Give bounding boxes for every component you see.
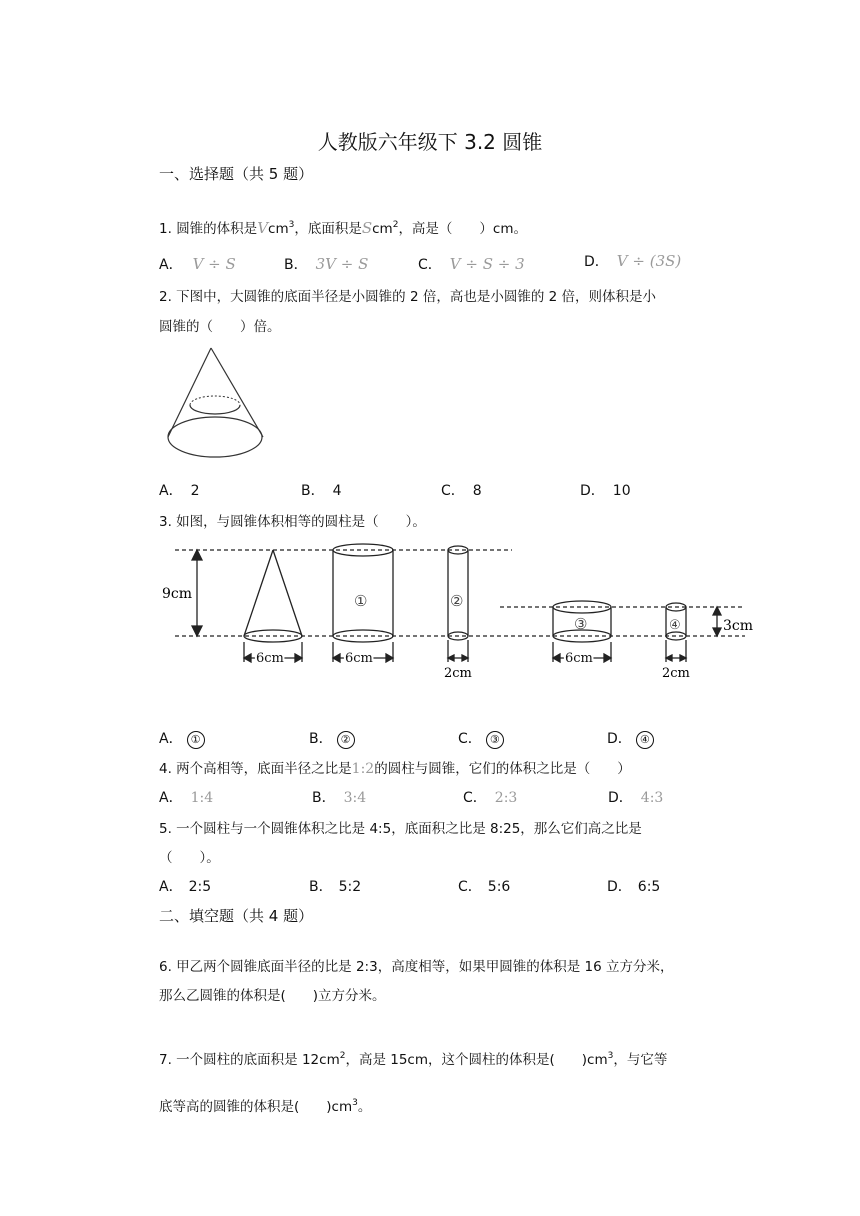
q2-option-d[interactable]	[580, 480, 631, 500]
option-letter: D．	[584, 254, 609, 270]
q1-var-v: V	[257, 219, 269, 237]
q1-var-s: S	[361, 219, 373, 237]
q4-text-a: 4. 两个高相等，底面半径之比是	[159, 761, 352, 777]
width-6cm-label: 6cm	[565, 651, 593, 666]
page-title: 人教版六年级下 3.2 圆锥	[317, 130, 543, 154]
q3-option-b[interactable]	[309, 728, 355, 749]
width-2cm-label: 2cm	[444, 666, 472, 681]
option-letter: A．	[159, 879, 183, 895]
q1-unit-b: cm	[372, 221, 393, 237]
cylinder-4-label: ④	[669, 618, 681, 633]
option-text: 2:3	[494, 790, 518, 806]
question-4	[159, 759, 631, 779]
q4-option-b[interactable]	[312, 787, 366, 807]
option-letter: B．	[309, 879, 333, 895]
q1-sup-a: 3	[288, 220, 295, 230]
q2-option-c[interactable]	[441, 480, 482, 500]
q7-sup-a: 2	[339, 1051, 346, 1061]
q5-option-d[interactable]	[607, 876, 660, 896]
question-3-line-1: 3. 如图，与圆锥体积相等的圆柱是（ ）。	[159, 514, 426, 530]
option-letter: B．	[284, 257, 308, 273]
q3-option-d[interactable]	[607, 728, 654, 749]
option-letter: A．	[159, 790, 183, 806]
q7-text-e: 。	[357, 1099, 372, 1115]
option-letter: B．	[301, 483, 325, 499]
q7-sup-b: 3	[607, 1051, 614, 1061]
option-letter: B．	[312, 790, 336, 806]
option-letter: C．	[441, 483, 465, 499]
q1-option-b[interactable]	[284, 254, 368, 274]
q4-text-b: 的圆柱与圆锥，它们的体积之比是（ ）	[374, 761, 631, 777]
cylinder-3-label: ③	[574, 615, 588, 633]
option-text: ②	[337, 731, 355, 749]
option-text: 4	[332, 483, 342, 499]
option-letter: A．	[159, 483, 183, 499]
question-7-line-1	[159, 1046, 667, 1070]
q5-option-b[interactable]	[309, 876, 361, 896]
q1-text-b: ，底面积是	[294, 221, 362, 237]
option-text: 8	[472, 483, 482, 499]
q1-sup-b: 2	[392, 220, 399, 230]
q3-option-c[interactable]	[458, 728, 504, 749]
option-text: V ÷ S	[192, 255, 236, 273]
option-letter: D．	[580, 483, 605, 499]
option-letter: A．	[159, 257, 183, 273]
q7-text-a: 7. 一个圆柱的底面积是 12cm	[159, 1052, 340, 1068]
q7-text-b: ，高是 15cm，这个圆柱的体积是( )cm	[345, 1052, 608, 1068]
option-text: 6:5	[637, 879, 661, 895]
cylinder-2-label: ②	[450, 592, 464, 610]
q5-option-c[interactable]	[458, 876, 510, 896]
option-letter: A．	[159, 731, 183, 747]
q2-option-b[interactable]	[301, 480, 342, 500]
option-text: V ÷ (3S)	[616, 252, 682, 270]
q7-text-c: ，与它等	[613, 1052, 668, 1068]
option-text: 1:4	[190, 790, 214, 806]
width-6cm-label: 6cm	[256, 651, 284, 666]
option-letter: C．	[458, 731, 482, 747]
option-letter: D．	[607, 879, 632, 895]
q4-ratio: 1:2	[351, 761, 375, 777]
question-1	[159, 215, 527, 239]
option-text: 3V ÷ S	[315, 255, 369, 273]
q4-option-d[interactable]	[608, 787, 663, 807]
width-6cm-label: 6cm	[345, 651, 373, 666]
option-text: ④	[636, 731, 654, 749]
q7-sup-c: 3	[352, 1098, 358, 1108]
q7-text-d: 底等高的圆锥的体积是( )cm	[159, 1099, 353, 1115]
q1-option-a[interactable]	[159, 254, 236, 274]
cone-cylinder-figure	[150, 538, 770, 688]
option-text: 3:4	[343, 790, 367, 806]
option-letter: D．	[607, 731, 632, 747]
q1-number: 1.	[159, 221, 172, 237]
option-letter: C．	[418, 257, 442, 273]
option-text: 2	[190, 483, 200, 499]
q5-option-a[interactable]	[159, 876, 211, 896]
q1-option-c[interactable]	[418, 254, 525, 274]
option-letter: D．	[608, 790, 633, 806]
option-text: 2:5	[188, 879, 212, 895]
question-2-line-1: 2. 下图中，大圆锥的底面半径是小圆锥的 2 倍，高也是小圆锥的 2 倍，则体积是小	[159, 289, 657, 305]
option-text: 10	[612, 483, 631, 499]
question-5-line-2: （ ）。	[159, 850, 220, 866]
nested-cone-figure	[160, 344, 270, 462]
option-text: ③	[486, 731, 504, 749]
question-7-line-2	[159, 1093, 371, 1117]
question-5-line-1: 5. 一个圆柱与一个圆锥体积之比是 4:5，底面积之比是 8:25，那么它们高之比是	[159, 821, 642, 837]
q1-unit-a: cm	[268, 221, 289, 237]
option-text: 5:6	[487, 879, 511, 895]
option-letter: C．	[458, 879, 482, 895]
option-text: 5:2	[338, 879, 362, 895]
q3-option-a[interactable]	[159, 728, 205, 749]
cylinder-1-label: ①	[354, 592, 368, 610]
option-text: V ÷ S ÷ 3	[449, 255, 525, 273]
option-letter: C．	[463, 790, 487, 806]
option-text: ①	[187, 731, 205, 749]
height-3cm-label: 3cm	[723, 618, 754, 634]
q1-text-a: 圆锥的体积是	[176, 221, 258, 237]
q1-option-d[interactable]	[584, 251, 681, 271]
height-9cm-label: 9cm	[162, 586, 193, 602]
option-text: 4:3	[640, 790, 664, 806]
q4-option-c[interactable]	[463, 787, 517, 807]
q4-option-a[interactable]	[159, 787, 213, 807]
q1-text-c: ，高是（ ）cm。	[398, 221, 528, 237]
question-2-line-2: 圆锥的（ ）倍。	[159, 319, 281, 335]
width-2cm-label: 2cm	[662, 666, 690, 681]
question-6-line-1: 6. 甲乙两个圆锥底面半径的比是 2:3，高度相等，如果甲圆锥的体积是 16 立方分米，	[159, 959, 674, 975]
section-heading-choice: 一、选择题（共 5 题）	[159, 165, 314, 183]
question-6-line-2: 那么乙圆锥的体积是( )立方分米。	[159, 988, 386, 1004]
option-letter: B．	[309, 731, 333, 747]
section-heading-fill: 二、填空题（共 4 题）	[159, 907, 314, 925]
q2-option-a[interactable]	[159, 480, 200, 500]
